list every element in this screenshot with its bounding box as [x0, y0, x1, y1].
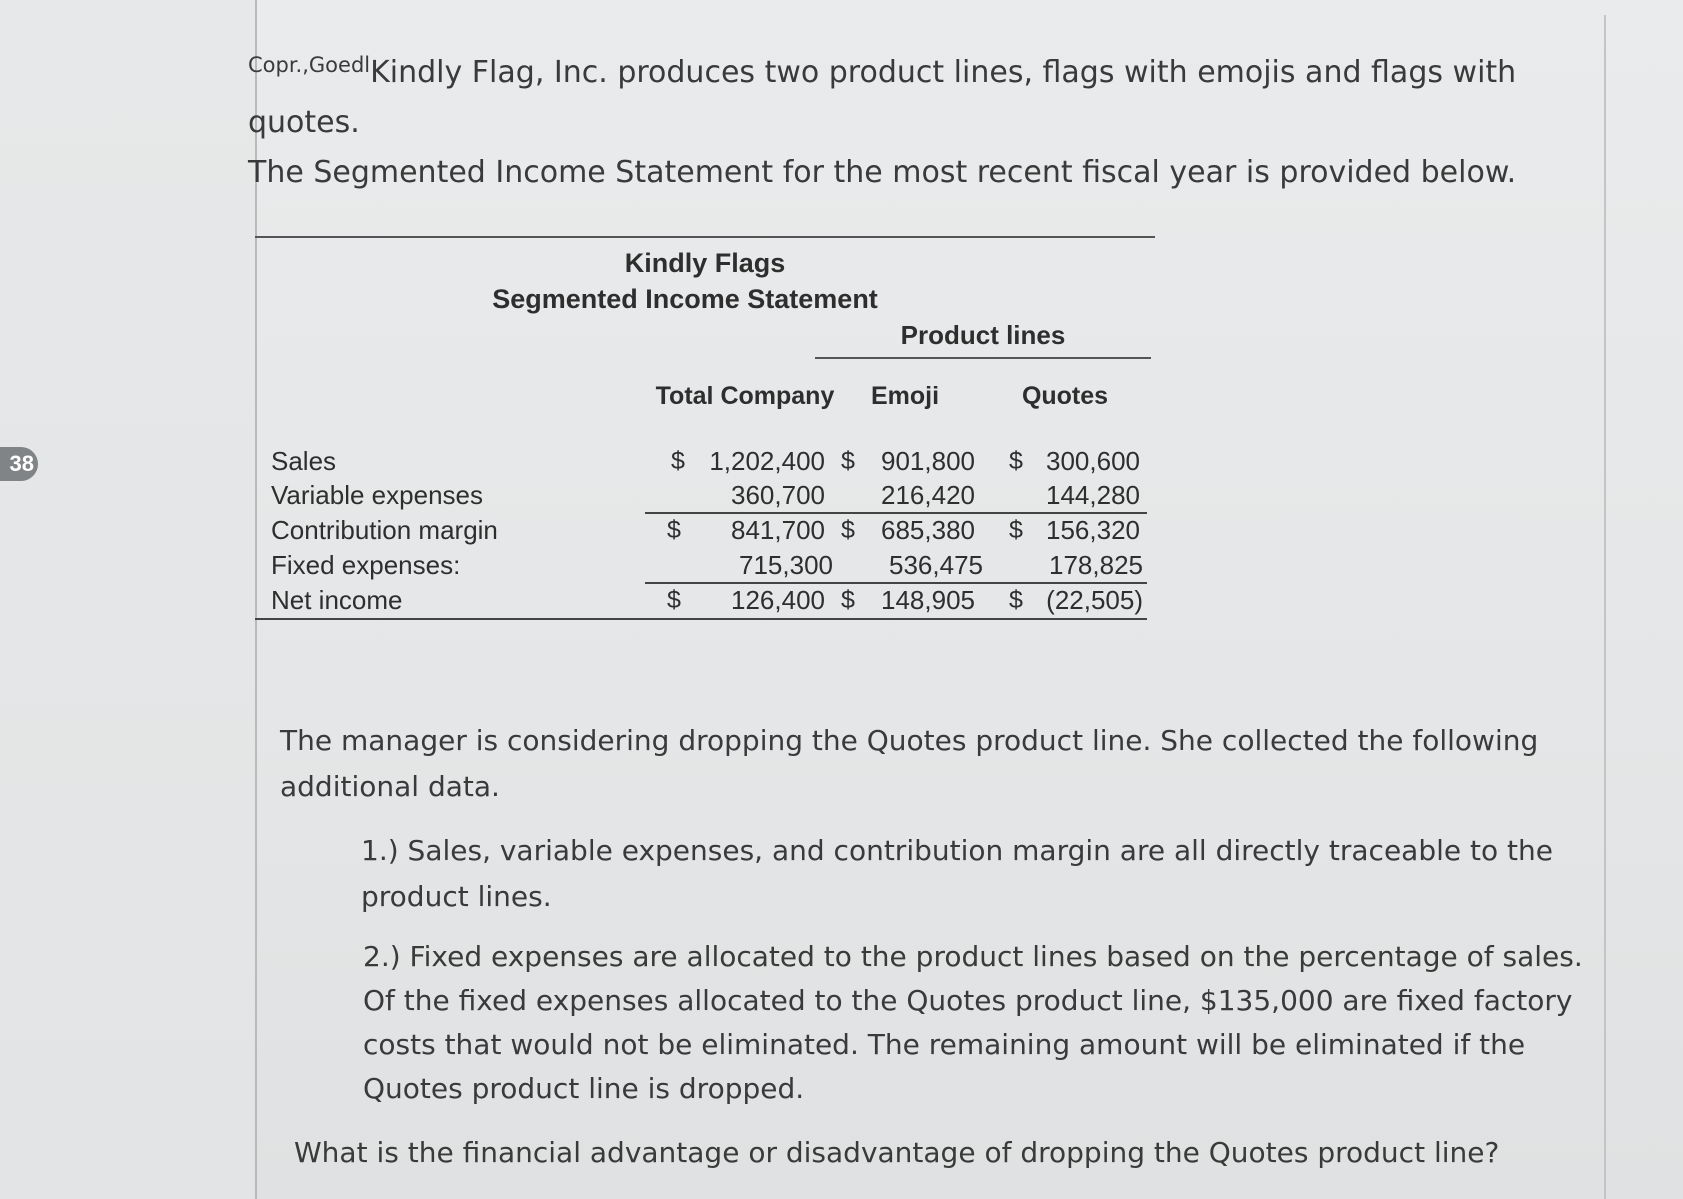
left-margin [0, 0, 257, 1199]
cell-variable-total: 360,700 [731, 480, 825, 510]
cell-net-income-emoji: 148,905 [881, 585, 975, 615]
currency-symbol: $ [841, 516, 855, 544]
manager-line-2: additional data. [280, 770, 500, 803]
row-label-contribution-margin: Contribution margin [271, 515, 498, 545]
cell-net-income-quotes: (22,505) [1046, 585, 1143, 615]
item-2-line-4: Quotes product line is dropped. [363, 1072, 805, 1105]
currency-symbol: $ [841, 447, 855, 475]
cell-contribution-total: 841,700 [731, 515, 825, 545]
manager-line-1: The manager is considering dropping the Quotes product line. She collected the following [280, 724, 1539, 757]
item-2 [363, 935, 1583, 1111]
row-label-net-income: Net income [271, 585, 403, 615]
product-lines-header: Product lines [815, 320, 1151, 359]
currency-symbol: $ [1009, 586, 1023, 614]
question-text: What is the financial advantage or disadvantage of dropping the Quotes product line? [294, 1136, 1500, 1169]
cell-sales-emoji: 901,800 [881, 446, 975, 476]
statement-title: Segmented Income Statement [492, 284, 878, 314]
cell-fixed-total: 715,300 [739, 550, 833, 580]
intro-text [248, 40, 1568, 198]
cell-sales-quotes: 300,600 [1046, 446, 1140, 476]
cell-variable-emoji: 216,420 [881, 480, 975, 510]
item-2-line-3: costs that would not be eliminated. The remaining amount will be eliminated if the [363, 1028, 1526, 1061]
statement-top-rule [255, 236, 1155, 238]
statement-company: Kindly Flags [624, 248, 786, 278]
currency-symbol: $ [671, 447, 685, 475]
item-1 [361, 828, 1553, 920]
cell-sales-total: 1,202,400 [709, 446, 825, 476]
intro-line-1: $^{Copr.,Goedl}$Kindly Flag, Inc. produces two product lines, flags with emojis and flags with quotes. [248, 53, 1517, 140]
subtotal-rule [645, 582, 1147, 584]
currency-symbol: $ [1009, 447, 1023, 475]
cell-fixed-quotes: 178,825 [1049, 550, 1143, 580]
item-1-line-2: product lines. [361, 880, 552, 913]
item-2-line-2: Of the fixed expenses allocated to the Quotes product line, $135,000 are fixed factory [363, 984, 1573, 1017]
cell-variable-quotes: 144,280 [1046, 480, 1140, 510]
row-label-fixed-expenses: Fixed expenses: [271, 550, 461, 580]
currency-symbol: $ [841, 586, 855, 614]
cell-net-income-total: 126,400 [731, 585, 825, 615]
copyright-tag: Copr.,Goedl [248, 53, 371, 77]
subtotal-rule [645, 512, 1147, 514]
cell-contribution-quotes: 156,320 [1046, 515, 1140, 545]
column-header-emoji: Emoji [870, 382, 940, 410]
row-label-sales: Sales [271, 446, 337, 476]
item-2-line-1: 2.) Fixed expenses are allocated to the product lines based on the percentage of sales. [363, 940, 1583, 973]
currency-symbol: $ [667, 516, 681, 544]
cell-fixed-emoji: 536,475 [889, 550, 983, 580]
column-header-quotes: Quotes [1021, 382, 1109, 410]
column-header-total: Total Company [655, 382, 835, 410]
statement-bottom-rule [255, 618, 1147, 620]
page-right-border [1604, 15, 1606, 1199]
cell-contribution-emoji: 685,380 [881, 515, 975, 545]
question-number-badge[interactable]: 38 [0, 447, 38, 481]
manager-paragraph [280, 718, 1538, 810]
item-1-line-1: 1.) Sales, variable expenses, and contribution margin are all directly traceable to the [361, 834, 1553, 867]
intro-line-2: The Segmented Income Statement for the most recent fiscal year is provided below. [248, 155, 1517, 190]
currency-symbol: $ [1009, 516, 1023, 544]
row-label-variable-expenses: Variable expenses [271, 480, 483, 510]
segmented-income-statement [255, 236, 1155, 626]
currency-symbol: $ [667, 586, 681, 614]
